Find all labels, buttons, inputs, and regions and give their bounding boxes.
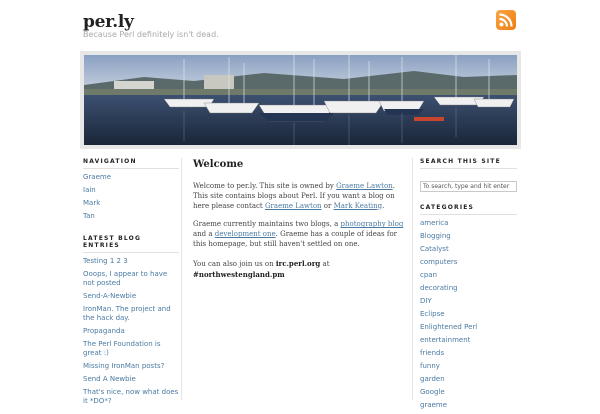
header-banner: [80, 51, 521, 149]
category-link[interactable]: Catalyst: [420, 245, 449, 253]
category-link[interactable]: funny: [420, 362, 440, 370]
category-link[interactable]: america: [420, 219, 449, 227]
contact-graeme-link[interactable]: Graeme Lawton: [264, 201, 322, 210]
latest-entries-list: [83, 257, 179, 406]
blogs-text: . Graeme has a couple of ideas for this homepage, but still haven't settled on one.: [193, 230, 398, 248]
owner-link[interactable]: Graeme Lawton: [336, 182, 393, 190]
blogs-text: and a: [193, 230, 215, 239]
category-link[interactable]: garden: [420, 375, 445, 383]
categories-list: [420, 219, 517, 410]
navigation-heading: NAVIGATION: [83, 158, 179, 169]
harbour-photo: [84, 55, 517, 145]
nav-link-tan[interactable]: Tan: [83, 212, 95, 220]
category-link[interactable]: Google: [420, 388, 445, 396]
blog-entry-link[interactable]: Testing 1 2 3: [83, 257, 128, 265]
irc-channel: #northwestengland.pm: [193, 269, 285, 279]
category-link[interactable]: cpan: [420, 271, 438, 279]
nav-link-mark[interactable]: Mark: [83, 199, 101, 207]
blogs-paragraph: [193, 220, 407, 249]
contact-mark-link[interactable]: Mark Keating: [333, 201, 383, 210]
intro-text: .: [382, 201, 385, 210]
post-title[interactable]: Welcome: [193, 159, 244, 170]
site-title[interactable]: per.ly: [83, 12, 134, 32]
nav-link-iain[interactable]: Iain: [83, 186, 96, 194]
nav-link-graeme[interactable]: Graeme: [83, 173, 112, 181]
right-divider: [412, 158, 413, 400]
blogs-text: Graeme currently maintains two blogs, a: [193, 220, 341, 229]
right-sidebar: [420, 158, 517, 414]
blog-entry-link[interactable]: Propaganda: [83, 327, 125, 335]
search-input[interactable]: [420, 181, 517, 192]
category-link[interactable]: entertainment: [420, 336, 471, 344]
search-heading: SEARCH THIS SITE: [420, 158, 517, 169]
category-link[interactable]: decorating: [420, 284, 458, 292]
irc-paragraph: [193, 259, 407, 281]
category-link[interactable]: DIY: [420, 297, 432, 305]
intro-text: Welcome to per.ly. This site is owned by: [193, 182, 337, 190]
intro-text: . This site contains blogs about Perl. If you want a blog on here please contact: [193, 182, 395, 210]
left-sidebar: [83, 158, 179, 410]
blog-entry-link[interactable]: Ooops, I appear to have not posted: [83, 270, 168, 287]
category-link[interactable]: friends: [420, 349, 445, 357]
categories-heading: CATEGORIES: [420, 204, 517, 215]
irc-server: irc.perl.org: [275, 258, 321, 268]
category-link[interactable]: Blogging: [420, 232, 451, 240]
blog-entry-link[interactable]: Send-A-Newbie: [83, 292, 137, 300]
photography-blog-link[interactable]: photography blog: [340, 220, 404, 229]
blog-entry-link[interactable]: The Perl Foundation is great :): [83, 340, 161, 357]
site-tagline: Because Perl definitely isn't dead.: [83, 30, 219, 39]
irc-text: at: [320, 259, 330, 268]
category-link[interactable]: computers: [420, 258, 458, 266]
navigation-list: [83, 173, 179, 221]
blog-entry-link[interactable]: Missing IronMan posts?: [83, 362, 165, 370]
blog-entry-link[interactable]: Send A Newbie: [83, 375, 136, 383]
irc-text: You can also join us on: [193, 259, 276, 268]
rss-feed-icon[interactable]: [496, 10, 516, 30]
intro-paragraph: [193, 182, 407, 211]
main-content: [193, 158, 407, 289]
blog-entry-link[interactable]: That's nice, now what does it *DO*?: [83, 388, 179, 405]
latest-entries-heading: LATEST BLOG ENTRIES: [83, 235, 179, 253]
blog-entry-link[interactable]: IronMan. The project and the hack day.: [83, 305, 171, 322]
category-link[interactable]: Eclipse: [420, 310, 445, 318]
left-divider: [181, 158, 182, 400]
category-link[interactable]: Enlightened Perl: [420, 323, 478, 331]
development-blog-link[interactable]: development one: [214, 230, 276, 239]
intro-text: or: [321, 201, 334, 210]
category-link[interactable]: graeme: [420, 401, 448, 409]
